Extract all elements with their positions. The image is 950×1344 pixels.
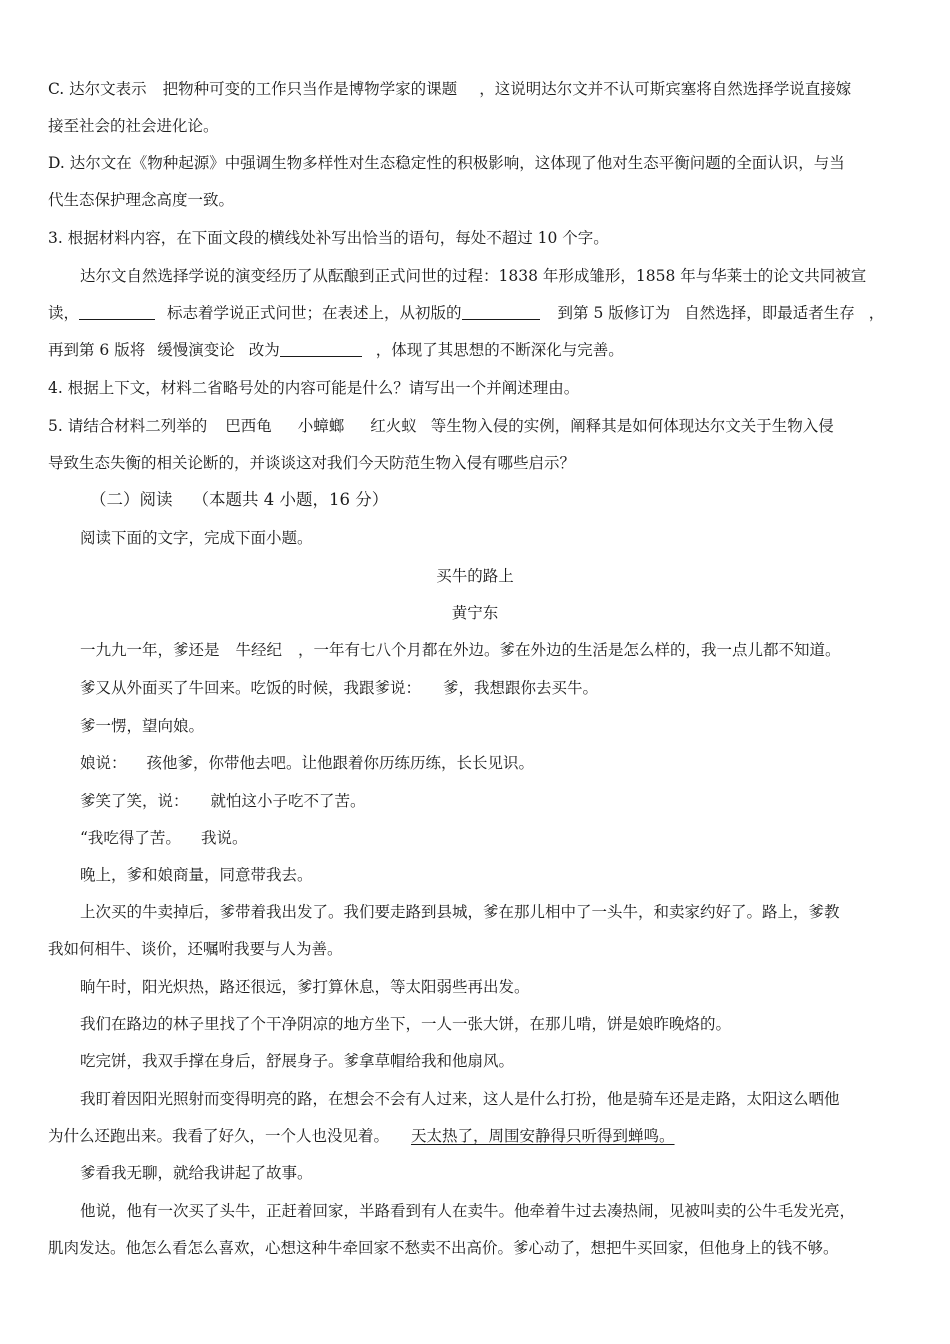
article-paragraph: 晌午时，阳光炽热，路还很远，爹打算休息，等太阳弱些再出发。 bbox=[80, 978, 530, 996]
article-paragraph: 一九九一年，爹还是 牛经纪 ，一年有七八个月都在外边。爹在外边的生活是怎么样的，我一点儿都不知道。 bbox=[80, 641, 841, 659]
section-instruction: 阅读下面的文字，完成下面小题。 bbox=[80, 529, 313, 547]
article-paragraph: 我们在路边的林子里找了个干净阴凉的地方坐下，一人一张大饼，在那儿啃，饼是娘昨晚烙的。 bbox=[80, 1015, 732, 1033]
fill-paragraph-line-1: 达尔文自然选择学说的演变经历了从酝酿到正式问世的过程：1838 年形成雏形，1858 年与华莱士的论文共同被宣 bbox=[80, 267, 867, 285]
fill-paragraph-line-2: 读， 标志着学说正式问世；在表述上，从初版的 到第 5 版修订为 自然选择，即最适者生存 ， bbox=[48, 304, 885, 322]
answer-blank-3[interactable] bbox=[280, 340, 362, 357]
section-heading bbox=[90, 489, 950, 511]
option-c-text-cont: ，这说明达尔文并不认可斯宾塞将自然选择学说直接嫁 bbox=[479, 80, 852, 98]
article-paragraph: 晚上，爹和娘商量，同意带我去。 bbox=[80, 866, 313, 884]
answer-blank-2[interactable] bbox=[462, 303, 540, 320]
article-paragraph: 爹又从外面买了牛回来。吃饭的时候，我跟爹说： 爹，我想跟你去买牛。 bbox=[80, 679, 599, 697]
option-d-line-1: D. 达尔文在《物种起源》中强调生物多样性对生态稳定性的积极影响，这体现了他对生态平衡问题的全面认识，与当 bbox=[48, 154, 845, 172]
fill-quote-slow-evolution: 缓慢演变论 bbox=[157, 341, 235, 359]
question-5-line-2: 导致生态失衡的相关论断的，并谈谈这对我们今天防范生物入侵有哪些启示？ bbox=[48, 454, 576, 472]
article-paragraph-cont: 肌肉发达。他怎么看怎么喜欢，心想这种牛牵回家不愁卖不出高价。爹心动了，想把牛买回家，但他身上的钱不够。 bbox=[48, 1239, 839, 1257]
article-paragraph: 爹看我无聊，就给我讲起了故事。 bbox=[80, 1164, 313, 1182]
fill-paragraph-line-3: 再到第 6 版将 缓慢演变论 改为 ，体现了其思想的不断深化与完善。 bbox=[48, 341, 624, 359]
option-c-line-2: 接至社会的社会进化论。 bbox=[48, 117, 219, 135]
article-title: 买牛的路上 bbox=[436, 567, 514, 585]
article-author: 黄宁东 bbox=[451, 604, 499, 622]
article-paragraph: 他说，他有一次买了头牛，正赶着回家，半路看到有人在卖牛。他牵着牛过去凑热闹，见被叫卖的公牛毛发光亮， bbox=[80, 1202, 856, 1220]
article-paragraph: 爹笑了笑，说： 就怕这小子吃不了苦。 bbox=[80, 792, 366, 810]
article-paragraph-cont: 为什么还跑出来。我看了好久，一个人也没见着。 天太热了，周围安静得只听得到蝉鸣。 bbox=[48, 1127, 675, 1145]
article-paragraph: “我吃得了苦。 我说。 bbox=[80, 829, 248, 847]
option-c-quote: 把物种可变的工作只当作是博物学家的课题 bbox=[162, 80, 458, 98]
article-paragraph: 上次买的牛卖掉后，爹带着我出发了。我们要走路到县城，爹在那儿相中了一头牛，和卖家约好了。路上，爹教 bbox=[80, 903, 840, 921]
question-3: 3. 根据材料内容，在下面文段的横线处补写出恰当的语句，每处不超过 10 个字。 bbox=[48, 229, 609, 247]
option-d-line-2: 代生态保护理念高度一致。 bbox=[48, 191, 235, 209]
section-title: （二）阅读 bbox=[90, 490, 173, 509]
answer-blank-1[interactable] bbox=[79, 303, 155, 320]
question-4: 4. 根据上下文，材料二省略号处的内容可能是什么？请写出一个并阐述理由。 bbox=[48, 379, 580, 397]
article-paragraph: 我盯着因阳光照射而变得明亮的路，在想会不会有人过来，这人是什么打扮，他是骑车还是走路，太阳这么晒他 bbox=[80, 1090, 840, 1108]
article-paragraph: 娘说： 孩他爹，你带他去吧。让他跟着你历练历练，长长见识。 bbox=[80, 754, 535, 772]
option-c-line-1 bbox=[48, 78, 950, 100]
article-paragraph-cont: 我如何相牛、谈价，还嘱咐我要与人为善。 bbox=[48, 940, 343, 958]
underlined-sentence: 天太热了，周围安静得只听得到蝉鸣。 bbox=[411, 1127, 675, 1145]
article-paragraph: 吃完饼，我双手撑在身后，舒展身子。爹拿草帽给我和他扇风。 bbox=[80, 1052, 515, 1070]
fill-quote-selection: 自然选择，即最适者生存 bbox=[684, 304, 855, 322]
section-note: （本题共 4 小题，16 分） bbox=[192, 490, 389, 509]
question-5-line-1: 5. 请结合材料二列举的 巴西龟 小蟑螂 红火蚁 等生物入侵的实例，阐释其是如何体现达尔文关于生物入侵 bbox=[48, 417, 834, 435]
article-paragraph: 爹一愣，望向娘。 bbox=[80, 717, 205, 735]
option-c-text: C. 达尔文表示 bbox=[48, 80, 147, 98]
